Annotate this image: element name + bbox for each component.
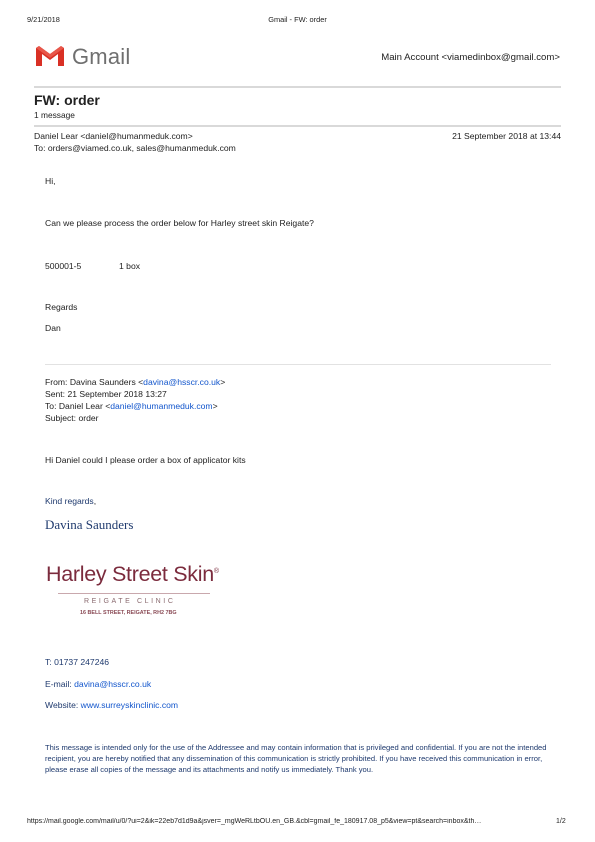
forwarded-sent: Sent: 21 September 2018 13:27 (45, 389, 167, 399)
clinic-logo-address: 16 BELL STREET, REIGATE, RH2 7BG (80, 610, 177, 616)
contact-email-link[interactable]: davina@hsscr.co.uk (74, 679, 152, 689)
forwarded-body: Hi Daniel could I please order a box of applicator kits (45, 455, 246, 465)
contact-website (45, 700, 178, 710)
clinic-logo-rule (58, 593, 210, 594)
contact-email-label: E-mail: (45, 679, 75, 689)
kind-regards-text: Kind regards (45, 496, 94, 506)
clinic-logo (46, 562, 236, 620)
message-divider (34, 125, 561, 127)
kind-regards (45, 496, 96, 506)
forwarded-to-label: To: Daniel Lear < (45, 401, 111, 411)
kind-regards-comma: , (93, 496, 97, 506)
print-title: Gmail - FW: order (268, 15, 327, 24)
body-signature: Dan (45, 323, 61, 333)
clinic-logo-title-text: Harley Street Skin (46, 562, 214, 586)
order-item-qty: 1 box (119, 261, 141, 271)
clinic-logo-subtitle: REIGATE CLINIC (84, 598, 176, 605)
print-footer-page: 1/2 (556, 818, 566, 825)
body-closing: Regards (45, 302, 78, 312)
forwarded-to-close: > (212, 401, 218, 411)
message-from: Daniel Lear <daniel@humanmeduk.com> (34, 131, 193, 141)
forwarded-to-email-link[interactable]: daniel@humanmeduk.com (110, 401, 213, 411)
print-date: 9/21/2018 (27, 15, 60, 24)
gmail-logo-icon (34, 44, 66, 68)
clinic-logo-title (46, 562, 219, 587)
sender-signature-name: Davina Saunders (45, 517, 134, 532)
forwarded-from (45, 377, 225, 387)
forward-divider (45, 364, 551, 365)
contact-website-link[interactable]: www.surreyskinclinic.com (80, 700, 179, 710)
trademark-symbol: ® (213, 567, 219, 575)
forwarded-to (45, 401, 218, 411)
message-date: 21 September 2018 at 13:44 (452, 131, 561, 141)
contact-website-label: Website: (45, 700, 81, 710)
contact-email (45, 679, 151, 689)
thread-subject: FW: order (34, 92, 100, 108)
header-divider (34, 86, 561, 88)
gmail-logo-text: Gmail (72, 44, 131, 69)
forwarded-from-label: From: Davina Saunders < (45, 377, 144, 387)
account-label: Main Account <viamedinbox@gmail.com> (381, 52, 560, 63)
print-footer-url: https://mail.google.com/mail/u/0/?ui=2&ik=22eb7d1d9a&jsver=_mgWeRLtbOU.en_GB.&cbl=gmail_fe_180917.08_p5&view=pt&search=inbox&th… (27, 818, 482, 825)
body-greeting: Hi, (45, 176, 56, 186)
forwarded-from-email-link[interactable]: davina@hsscr.co.uk (143, 377, 221, 387)
message-count: 1 message (34, 110, 75, 120)
message-to: To: orders@viamed.co.uk, sales@humanmeduk.com (34, 143, 236, 153)
forwarded-from-close: > (220, 377, 226, 387)
forwarded-subject: Subject: order (45, 413, 99, 423)
contact-phone: T: 01737 247246 (45, 657, 110, 667)
body-request: Can we please process the order below for Harley street skin Reigate? (45, 218, 314, 228)
order-item-code: 500001-5 (45, 261, 82, 271)
confidentiality-disclaimer: This message is intended only for the use of the Addressee and may contain information that is privileged and confidential. If you are not the intended recipient, you are hereby notified that any dissemination of this communication is strictly prohibited. If you have received this communication in error, please erase all copies of the message and its attachments and notify us immediately. Thank you. (45, 743, 547, 775)
